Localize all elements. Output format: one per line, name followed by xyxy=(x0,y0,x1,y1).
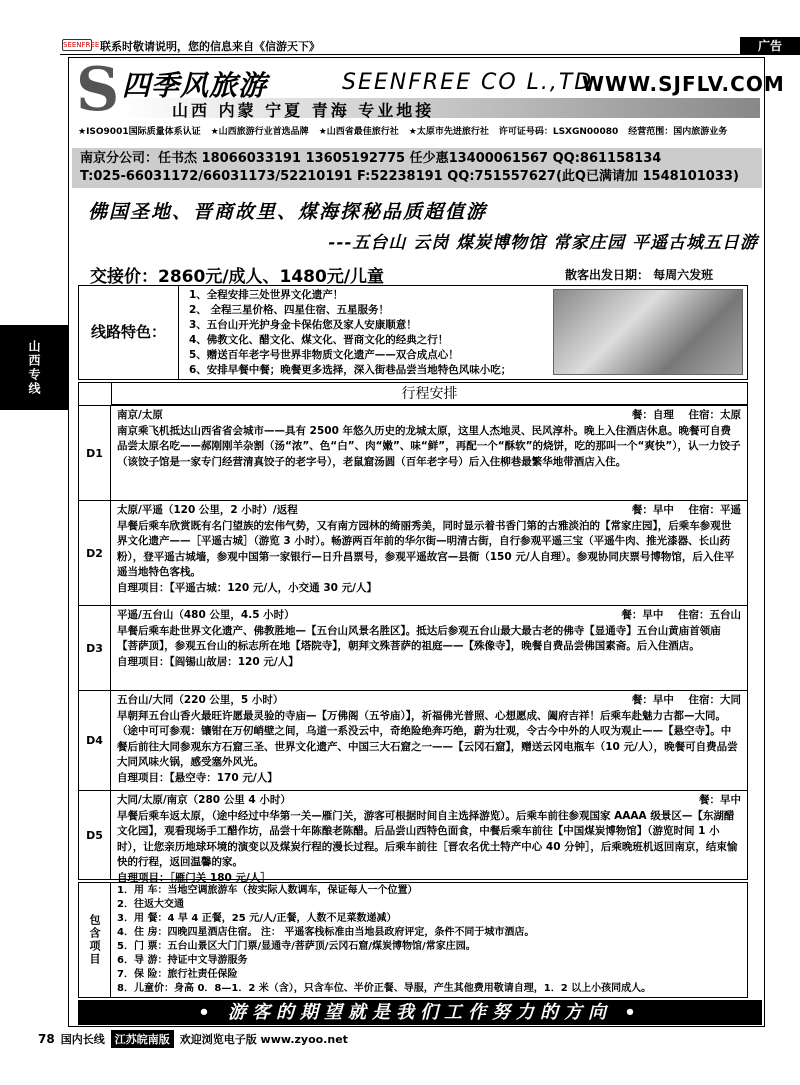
included-label: 包含项目 xyxy=(79,883,111,997)
features-box xyxy=(78,285,748,380)
brand-header xyxy=(72,55,785,125)
day-description: 早餐后乘车欣赏既有名门望族的宏伟气势，又有南方园林的绮丽秀美，同时显示着书香门第的古雅淡泊的【常家庄园】，后乘车参观世界文化遗产——［平遥古城］（游览 3 小时）。畅游两百年前的华尔街—明清古街，自行参观平遥三宝（平遥牛肉、推光漆器、长山药粉），登平遥古城墙，参观中国第一家银行—日升昌票号，参观平遥故宫—县衙（150 元/人自理）。参观协同庆票号博物馆，后入住平遥当地特色客栈。 xyxy=(117,519,735,579)
feature-item: 3、五台山开光护身金卡保佑您及家人安康顺意！ xyxy=(189,319,417,331)
sidebar-tab: 山西专线 xyxy=(0,325,68,410)
license-number: 许可证号码：LSXGN00080 xyxy=(498,127,619,137)
day-route: 大同/太原/南京（280 公里 4 小时） xyxy=(117,794,291,806)
grotto-buddha-photo xyxy=(553,289,743,375)
features-list xyxy=(189,288,511,378)
itinerary-table xyxy=(78,382,748,884)
day-description: 早朝拜五台山香火最旺许愿最灵验的寺庙—【万佛阁（五爷庙）】，祈福佛光普照、心想愿成、阖府吉祥！后乘车赴魅力古都—大同。（途中可可参观：镶钳在万仞峭壁之间，乌道一系没云中，奇绝险绝奔巧绝，蔚为壮观，令古今中外的人叹为观止——【悬空寺】。中餐后前往大同参观东方石窟三圣、世界文化遗产、中国三大石窟之一——【云冈石窟】，赠送云冈电瓶车（10 元/人），晚餐可自费品尝大同风味火锅，感受塞外风光。 xyxy=(117,709,738,769)
top-bar xyxy=(60,37,800,55)
motto-banner: • 游客的期望就是我们工作努力的方向 • xyxy=(78,1000,762,1025)
day-description: 南京乘飞机抵达山西省省会城市——具有 2500 年悠久历史的龙城太原，这里人杰地灵、民风淳朴。晚上入住酒店休息。晚餐可自费品尝太原名吃——郝刚刚羊杂割（汤“浓”、色“白”、肉“嫩”、味“鲜”，再配一个“酥软”的烧饼，吃的那叫一个“爽快”），认一力饺子（该饺子馆是一家专门经营清真饺子的老字号），老鼠窟汤圆（百年老字号）后入住柳巷最繁华地带酒店入住。 xyxy=(117,424,741,468)
day-row-d1 xyxy=(79,405,747,500)
headline xyxy=(78,197,758,253)
business-scope: 经营范围：国内旅游业务 xyxy=(628,127,728,137)
cert-item: ★山西旅游行业首选品牌 xyxy=(210,127,309,137)
included-item: 1．用 车：当地空调旅游车（按实际人数调车，保证每人一个位置） xyxy=(117,885,418,896)
day-row-d4 xyxy=(79,690,747,790)
company-logo: S xyxy=(76,55,120,125)
feature-item: 1、全程安排三处世界文化遗产！ xyxy=(189,289,344,301)
departure-date: 散客出发日期： 每周六发班 xyxy=(565,268,714,282)
feature-item: 4、佛教文化、醋文化、煤文化、晋商文化的经典之行！ xyxy=(189,334,449,346)
included-item: 8．儿童价：身高 0．8—1．2 米（含），只含车位、半价正餐、导服，产生其他费用敬请自理，1．2 以上小孩同成人。 xyxy=(117,983,652,994)
day-self-pay: 自理项目：【悬空寺：170 元/人】 xyxy=(117,771,278,784)
included-item: 2．往返大交通 xyxy=(117,899,184,910)
day-row-d2 xyxy=(79,500,747,605)
day-label: D4 xyxy=(79,691,111,790)
day-row-d3 xyxy=(79,605,747,690)
day-stay: 住宿：太原 xyxy=(688,409,741,421)
day-description: 早餐后乘车返太原，（途中经过中华第一关—雁门关，游客可根据时间自主选择游览）。后乘车前往参观国家 AAAA 级景区—【东湖醋文化园】，观看现场手工醋作坊，品尝十年陈酿老陈醋。后品尝山西特色面食，中餐后乘车前往【中国煤炭博物馆】（游览时间 1 小时），让您亲历地球环境的演变以及煤炭行程的漫长过程。后乘车前往［晋农名优土特产中心 40 分钟］，后乘晚班机返回南京，结束愉快的行程，返回温馨的家。 xyxy=(117,809,738,869)
included-items-box xyxy=(78,882,748,998)
notice-text: 联系时敬请说明，您的信息来自《信游天下》 xyxy=(100,40,320,53)
web-link[interactable]: 欢迎浏览电子版 www.zyoo.net xyxy=(179,1033,348,1046)
features-label: 线路特色： xyxy=(79,286,179,379)
day-label: D2 xyxy=(79,501,111,605)
included-list xyxy=(117,884,651,996)
day-route: 平遥/五台山（480 公里，4.5 小时） xyxy=(117,609,295,621)
day-label: D5 xyxy=(79,791,111,880)
price: 交接价：2860元/成人、1480元/儿童 xyxy=(90,267,385,287)
day-self-pay: 自理项目：【阎锡山故居：120 元/人】 xyxy=(117,655,299,668)
contact-line: T:025-66031172/66031173/52210191 F:52238191 QQ:751557627(此Q已满请加 1548101033) xyxy=(80,169,739,184)
publisher-logo: SEENFREE xyxy=(63,41,100,49)
edition-badge: 江苏皖南版 xyxy=(111,1030,174,1048)
cert-item: ★太原市先进旅行社 xyxy=(408,127,489,137)
section-name: 国内长线 xyxy=(60,1033,105,1046)
day-meal: 餐：自理 xyxy=(631,409,674,421)
day-meal: 餐：早中 xyxy=(621,609,664,621)
feature-item: 2、 全程三星价格、四星住宿、五星服务！ xyxy=(189,304,389,316)
itinerary-header: 行程安排 xyxy=(111,383,747,405)
contact-box xyxy=(72,148,762,188)
included-item: 4．住 房：四晚四星酒店住宿。 注： 平遥客栈标准由当地县政府评定，条件不同于城市酒店。 xyxy=(117,927,535,938)
day-meal: 餐：早中 xyxy=(631,694,674,706)
included-item: 3．用 餐：4 早 4 正餐，25 元/人/正餐，人数不足菜数递减） xyxy=(117,913,397,924)
day-route: 五台山/大同（220 公里，5 小时） xyxy=(117,694,284,706)
day-route: 太原/平遥（120 公里，2 小时）/返程 xyxy=(117,504,298,516)
day-self-pay: 自理项目：［雁门关 180 元/人］ xyxy=(117,871,271,884)
cert-item: ★ISO9001国际质量体系认证 xyxy=(78,127,201,137)
day-label: D1 xyxy=(79,406,111,500)
day-route: 南京/太原 xyxy=(117,409,163,421)
day-description: 早餐后乘车赴世界文化遗产、佛教胜地—【五台山风景名胜区】。抵达后参观五台山最大最古老的佛寺【显通寺】五台山黄庙首领庙【菩萨顶】，参观五台山的标志所在地【塔院寺】，朝拜文殊菩萨的祖庭——【殊像寺】，晚餐自费品尝佛国素斋。后入住酒店。 xyxy=(117,624,721,653)
included-item: 6．导 游：持证中文导游服务 xyxy=(117,955,248,966)
feature-item: 5、赠送百年老字号世界非物质文化遗产——双合成点心！ xyxy=(189,349,459,361)
cert-item: ★山西省最佳旅行社 xyxy=(318,127,399,137)
company-name-cn: 四季风旅游 xyxy=(122,69,268,102)
day-meal: 餐：早中 xyxy=(699,794,741,806)
slogan: 山西 内蒙 宁夏 青海 专业地接 xyxy=(172,101,435,120)
day-label: D3 xyxy=(79,606,111,690)
day-meal: 餐：早中 xyxy=(631,504,674,516)
ad-label: 广告 xyxy=(740,37,800,55)
headline-main: 佛国圣地、晋商故里、煤海探秘品质超值游 xyxy=(88,201,488,223)
company-name-en: SEENFREE CO L.,TD. xyxy=(342,70,603,95)
contact-line: 南京分公司：任书杰 18066033191 13605192775 任少惠13400061567 QQ:861158134 xyxy=(80,151,662,166)
page-number: 78 xyxy=(38,1032,55,1046)
page-footer xyxy=(38,1030,458,1048)
day-stay: 住宿：大同 xyxy=(688,694,741,706)
headline-sub: ---五台山 云岗 煤炭博物馆 常家庄园 平遥古城五日游 xyxy=(328,233,758,253)
day-row-d5 xyxy=(79,790,747,884)
feature-item: 6、安排早餐中餐；晚餐更多选择，深入街巷品尝当地特色风味小吃； xyxy=(189,364,512,376)
day-stay: 住宿：平遥 xyxy=(688,504,741,516)
included-item: 7．保 险：旅行社责任保险 xyxy=(117,969,238,980)
certifications xyxy=(78,124,763,138)
day-stay: 住宿：五台山 xyxy=(678,609,741,621)
included-item: 5．门 票：五台山景区大门门票/显通寺/菩萨顶/云冈石窟/煤炭博物馆/常家庄园。 xyxy=(117,941,476,952)
website-link[interactable]: WWW.SJFLV.COM xyxy=(582,72,785,96)
day-self-pay: 自理项目：【平遥古城：120 元/人，小交通 30 元/人】 xyxy=(117,581,377,594)
